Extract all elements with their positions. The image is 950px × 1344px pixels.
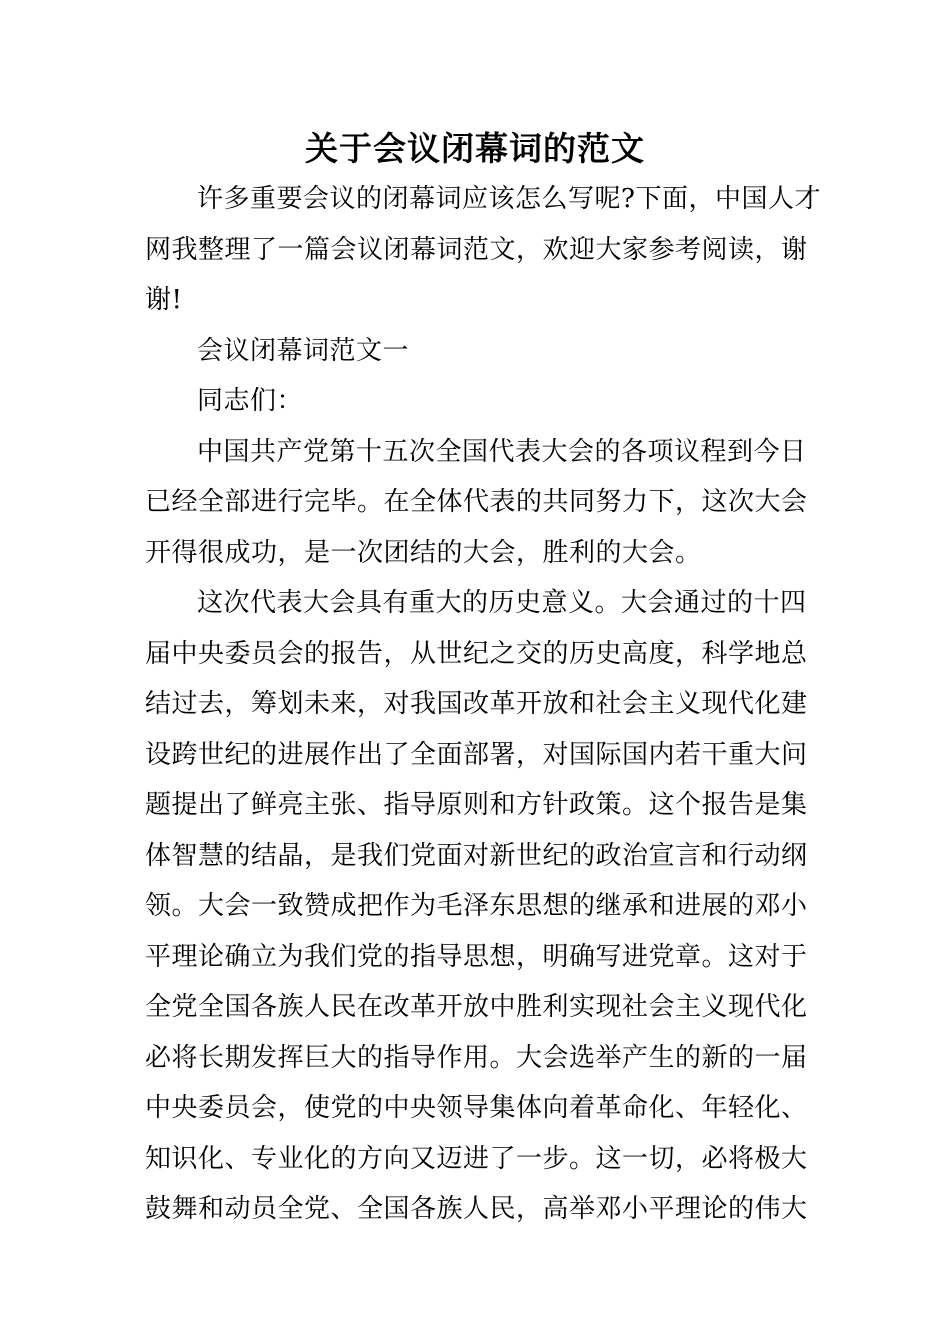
intro-paragraph (145, 174, 821, 326)
paragraph-line: 设跨世纪的进展作出了全面部署，对国际国内若干重大问 (145, 739, 808, 770)
paragraph-line: 已经全部进行完毕。在全体代表的共同努力下，这次大会 (145, 487, 808, 517)
document-title: 关于会议闭幕词的范文 (305, 129, 645, 168)
paragraph-line: 结过去，筹划未来，对我国改革开放和社会主义现代化建 (145, 689, 808, 719)
paragraph-1 (145, 427, 808, 579)
paragraph-line: 全党全国各族人民在改革开放中胜利实现社会主义现代化 (145, 992, 808, 1022)
paragraph-line: 体智慧的结晶，是我们党面对新世纪的政治宣言和行动纲 (145, 840, 808, 871)
paragraph-line: 开得很成功，是一次团结的大会，胜利的大会。 (145, 537, 702, 568)
intro-line: 谢! (145, 285, 183, 315)
intro-line: 网我整理了一篇会议闭幕词范文，欢迎大家参考阅读，谢 (145, 234, 808, 265)
paragraph-line: 这次代表大会具有重大的历史意义。大会通过的十四 (197, 588, 807, 618)
document-body (145, 174, 821, 1235)
paragraph-2 (145, 578, 808, 1235)
paragraph-line: 鼓舞和动员全党、全国各族人民，高举邓小平理论的伟大 (145, 1194, 808, 1224)
salutation: 同志们： (197, 386, 304, 416)
paragraph-line: 题提出了鲜亮主张、指导原则和方针政策。这个报告是集 (145, 790, 808, 820)
paragraph-line: 领。大会一致赞成把作为毛泽东思想的继承和进展的邓小 (145, 891, 808, 921)
section-heading: 会议闭幕词范文一 (197, 335, 410, 366)
paragraph-line: 届中央委员会的报告，从世纪之交的历史高度，科学地总 (145, 638, 808, 669)
paragraph-line: 必将长期发挥巨大的指导作用。大会选举产生的新的一届 (145, 1042, 808, 1073)
paragraph-line: 中央委员会，使党的中央领导集体向着革命化、年轻化、 (145, 1093, 808, 1123)
intro-line: 许多重要会议的闭幕词应该怎么写呢?下面，中国人才 (197, 184, 821, 214)
paragraph-line: 中国共产党第十五次全国代表大会的各项议程到今日 (197, 436, 807, 467)
paragraph-line: 平理论确立为我们党的指导思想，明确写进党章。这对于 (145, 941, 808, 972)
paragraph-line: 知识化、专业化的方向又迈进了一步。这一切，必将极大 (145, 1143, 808, 1174)
